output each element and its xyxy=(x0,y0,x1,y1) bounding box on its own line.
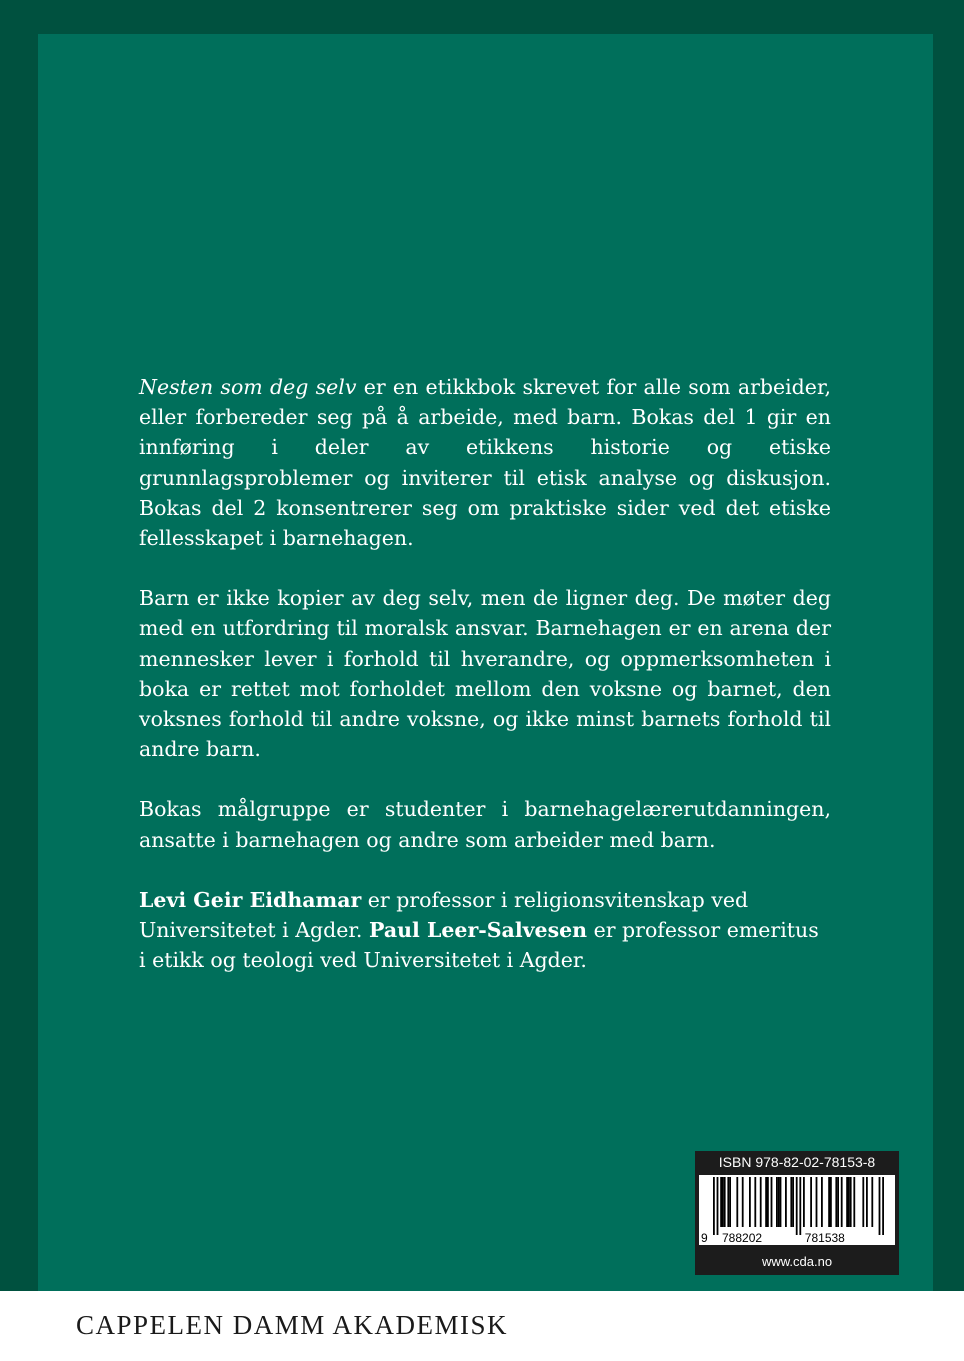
barcode-digits: 788202 xyxy=(722,1231,763,1245)
blurb-paragraph-2: Barn er ikke kopier av deg selv, men de ligner deg. De møter deg med en utfordring til moralsk ansvar. Barnehagen er en arena der mennesker lever i forhold til hverandre, og oppmerksomheten i boka er rettet mot forholdet mellom den voksne og barnet, den voksnes forhold til andre voksne, og ikke minst barnets forhold til andre barn. xyxy=(139,586,831,762)
barcode-bar xyxy=(727,1177,729,1227)
barcode-area xyxy=(699,1175,895,1245)
barcode-bar xyxy=(810,1177,812,1227)
barcode-bar xyxy=(803,1177,805,1227)
author-1-bio: er professor i religionsvitenskap ved Universitetet i Agder. xyxy=(139,887,749,943)
barcode-bar xyxy=(871,1177,873,1227)
barcode-bar xyxy=(767,1177,769,1227)
barcode-bar xyxy=(799,1177,801,1235)
barcode-bar xyxy=(722,1177,724,1227)
publisher-url: www.cda.no xyxy=(761,1254,833,1269)
author-bio xyxy=(139,885,831,976)
barcode-bar xyxy=(841,1177,843,1227)
barcode-bar xyxy=(749,1177,751,1227)
barcode-bar xyxy=(754,1177,756,1227)
barcode-bar xyxy=(850,1177,852,1227)
barcode-bar xyxy=(830,1177,832,1227)
barcode-bar xyxy=(846,1177,848,1227)
barcode-bar xyxy=(778,1177,780,1227)
barcode-bar xyxy=(866,1177,868,1227)
barcode-bar xyxy=(742,1177,744,1227)
barcode-bar xyxy=(771,1177,773,1227)
barcode-bar xyxy=(785,1177,787,1227)
barcode-digits: 781538 xyxy=(804,1231,845,1245)
barcode-bar xyxy=(720,1177,722,1227)
barcode-bar xyxy=(879,1177,881,1235)
barcode-bar xyxy=(760,1177,762,1227)
barcode-bar xyxy=(790,1177,792,1227)
barcode-bar xyxy=(776,1177,778,1227)
author-2-name: Paul Leer-Salvesen xyxy=(368,918,588,943)
barcode-bar xyxy=(821,1177,823,1227)
barcode-bar xyxy=(780,1177,782,1227)
barcode-bar xyxy=(729,1177,731,1227)
barcode-bar xyxy=(736,1177,738,1227)
barcode-bar xyxy=(792,1177,794,1227)
barcode-bar xyxy=(848,1177,850,1227)
isbn-label: ISBN 978-82-02-78153-8 xyxy=(718,1154,876,1170)
author-1-name: Levi Geir Eidhamar xyxy=(139,887,362,912)
isbn-barcode-box xyxy=(695,1151,899,1275)
blurb-paragraph-3: Bokas målgruppe er studenter i barnehagelærerutdanningen, ansatte i barnehagen og andre som arbeider med barn. xyxy=(139,797,831,852)
barcode-bar xyxy=(796,1177,798,1235)
author-2-bio: er professor emeritus i etikk og teologi ved Universitetet i Agder. xyxy=(139,918,819,973)
book-title: Nesten som deg selv xyxy=(139,375,357,399)
barcode-bar xyxy=(828,1177,830,1227)
barcode-digits: 9 xyxy=(701,1231,708,1245)
barcode-bar xyxy=(816,1177,818,1227)
barcode-bar xyxy=(862,1177,864,1227)
blurb-paragraph-1-text: er en etikkbok skrevet for alle som arbeider, eller forbereder seg på å arbeide, med barn. Bokas del 1 gir en innføring i deler av etikkens historie og etiske grunnlagsproblemer og inviterer til etisk analyse og diskusjon. Bokas del 2 konsentrerer seg om praktiske sider ved det etiske fellesskapet i barnehagen. xyxy=(139,375,832,551)
barcode-bar xyxy=(837,1177,839,1227)
barcode-bar xyxy=(717,1177,719,1235)
blurb-paragraph-1 xyxy=(139,372,831,553)
publisher-logo: CAPPELEN DAMM AKADEMISK xyxy=(76,1310,509,1340)
barcode-image xyxy=(699,1175,885,1245)
barcode-bar xyxy=(853,1177,855,1227)
back-cover-blurb xyxy=(139,372,831,1005)
barcode-bar xyxy=(765,1177,767,1227)
barcode-bar xyxy=(724,1177,726,1227)
barcode-bar xyxy=(882,1177,884,1235)
barcode-bar xyxy=(713,1177,715,1235)
barcode-bar xyxy=(835,1177,837,1227)
